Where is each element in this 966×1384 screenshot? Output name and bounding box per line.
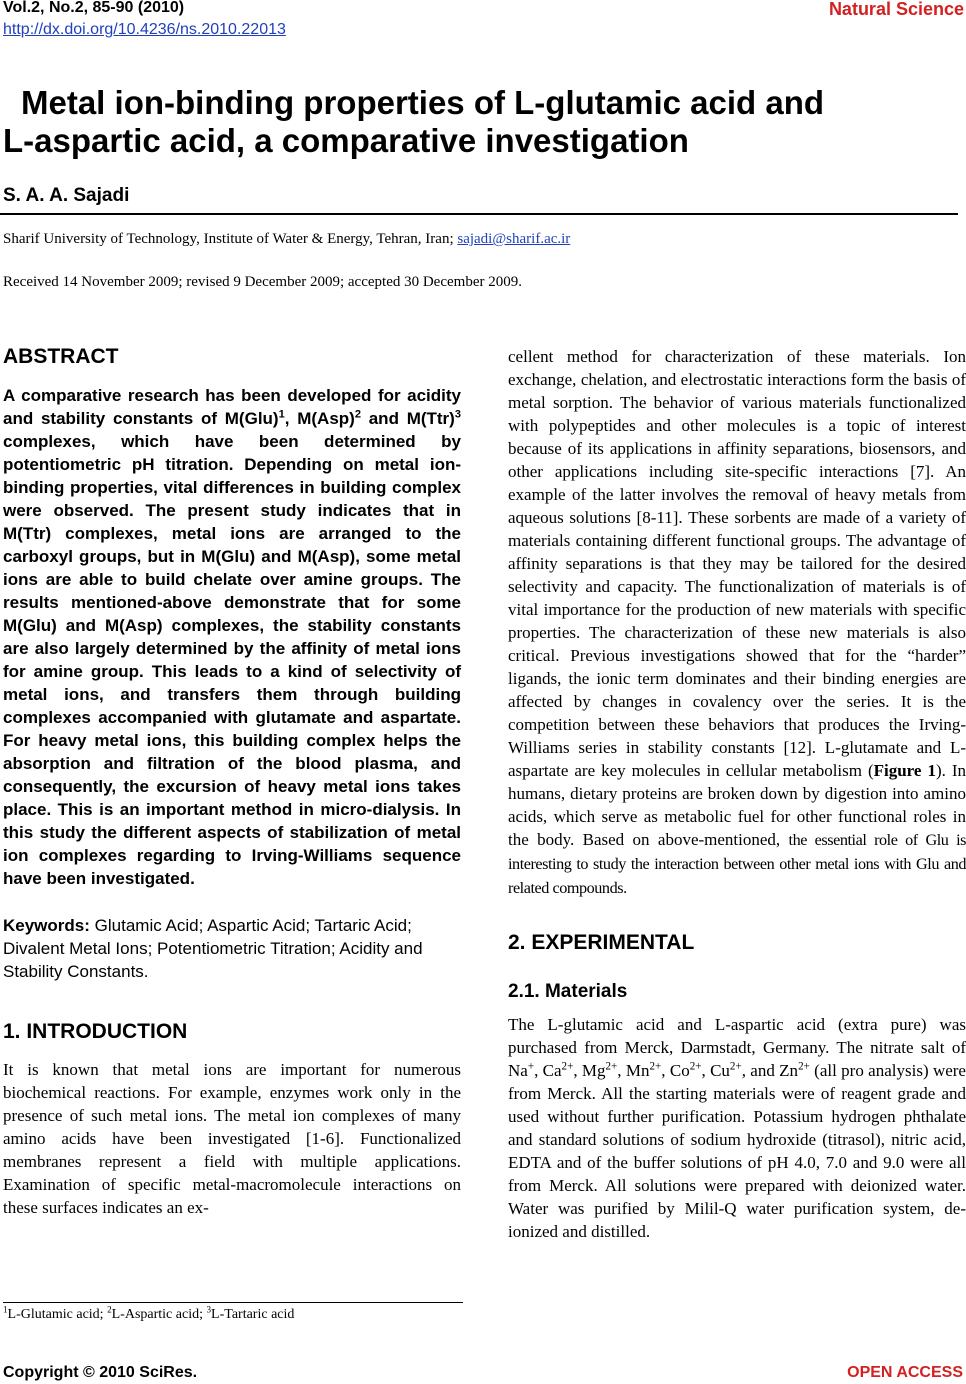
charge-superscript: 2+: [605, 1060, 618, 1073]
materials-text-part: , Mg: [573, 1061, 606, 1080]
footnote-marker: 1: [3, 1304, 8, 1315]
footnote: [3, 1304, 295, 1323]
introduction-text-left: It is known that metal ions are important for numerous biochemical reactions. For example, enzymes work only in the presence of such metal ions. The metal ion complexes of many amino acids have been investigated [1-6]. Functionalized membranes represent a field with multiple applications. Examination of specific metal-macromolecule interactions on these surfaces indicates an ex-: [3, 1060, 461, 1217]
title-line-2: L-aspartic acid, a comparative investigation: [3, 122, 689, 159]
footnote-text: L-Tartaric acid: [211, 1307, 295, 1322]
abstract-text-part: and M(Ttr): [360, 409, 455, 428]
introduction-text-right: [508, 345, 966, 900]
materials-text-part: , Mn: [617, 1061, 650, 1080]
figure-reference[interactable]: Figure 1: [873, 761, 936, 780]
keywords: [3, 914, 461, 983]
abstract-heading: ABSTRACT: [3, 345, 119, 368]
footnote-marker: 2: [107, 1304, 112, 1315]
right-column: [508, 345, 966, 1243]
charge-superscript: +: [527, 1060, 535, 1073]
author-name: S. A. A. Sajadi: [3, 185, 130, 206]
abstract-text: [3, 384, 461, 890]
journal-reference: Vol.2, No.2, 85-90 (2010): [3, 0, 185, 16]
introduction-text-part: the essential role of Glu is interesting to study the interaction between other metal ions with Glu and related compounds.: [508, 831, 966, 897]
footnote-marker: 2: [354, 408, 361, 421]
received-dates: Received 14 November 2009; revised 9 December 2009; accepted 30 December 2009.: [3, 274, 522, 290]
footnote-marker: 3: [206, 1304, 212, 1315]
title-divider: [0, 213, 958, 215]
author-email-link[interactable]: sajadi@sharif.ac.ir: [457, 231, 571, 247]
paper-title: [3, 84, 963, 160]
experimental-heading: 2. EXPERIMENTAL: [508, 931, 695, 954]
charge-superscript: 2+: [689, 1060, 702, 1073]
abstract-text-part: A comparative research has been developed for acidity and stability constants of M(Glu): [3, 386, 461, 428]
journal-name: Natural Science: [828, 0, 964, 19]
materials-text-part: (all pro analysis) were from Merck. All the starting materials were of reagent grade and used without further purification. Potassium hydrogen phthalate and standard solutions of sodium hydroxide (titrasol), nitric acid, EDTA and of the buffer solutions of pH 4.0, 7.0 and 9.0 were all from Merck. All solutions were prepared with deionized water. Water was purified by Milil-Q water purification system, de-ionized and distilled.: [508, 1061, 966, 1241]
doi-link[interactable]: http://dx.doi.org/10.4236/ns.2010.22013: [3, 21, 286, 38]
footnote-text: L-Glutamic acid;: [7, 1307, 108, 1322]
abstract-text-part: , M(Asp): [284, 409, 355, 428]
materials-text-part: , Ca: [534, 1061, 562, 1080]
introduction-heading: 1. INTRODUCTION: [3, 1020, 188, 1043]
left-column: [3, 345, 461, 1219]
keywords-label: Keywords:: [3, 916, 90, 935]
footnote-text: L-Aspartic acid;: [111, 1307, 207, 1322]
charge-superscript: 2+: [561, 1060, 574, 1073]
abstract-text-part: complexes, which have been determined by potentiometric pH titration. Depending on metal ion-binding properties, vital differences in building complex were observed. The present study indicates that in M(Ttr) complexes, metal ions are arranged to the carboxyl groups, but in M(Glu) and M(Asp), some metal ions are able to build chelate over amine groups. The results mentioned-above demonstrate that for some M(Glu) and M(Asp) complexes, the stability constants are also largely determined by the affinity of metal ions for amine group. This leads to a kind of selectivity of metal ions, and transfers them through building complexes accompanied with glutamate and aspartate. For heavy metal ions, this building complex helps the absorption and filtration of the blood plasma, and consequently, the excursion of heavy metal ions takes place. This is an important method in micro-dialysis. In this study the different aspects of stabilization of metal ion complexes regarding to Irving-Williams sequence have been investigated.: [3, 432, 461, 888]
introduction-text-part: cellent method for characterization of these materials. Ion exchange, chelation, and electrostatic interactions form the basis of metal sorption. The behavior of various materials functionalized with polypeptides and other molecules is a topic of interest because of its applications in affinity separations, biosensors, and other applications including site-specific interactions [7]. An example of the latter involves the removal of heavy metals from aqueous solutions [8-11]. These sorbents are made of a variety of materials containing different functional groups. The advantage of affinity separations is that they may be tailored for the desired selectivity and capacity. The functionalization of materials is of vital importance for the production of new materials with specific properties. The characterization of these new materials is also critical. Previous investigations showed that for the “harder” ligands, the ionic term dominates and their binding energies are affected by changes in covalency over the series. It is the competition between these behaviors that produces the Irving-Williams series in stability constants [12]. L-glutamate and L-aspartate are key molecules in cellular metabolism (: [508, 347, 966, 780]
charge-superscript: 2+: [649, 1060, 662, 1073]
footnote-divider: [3, 1302, 463, 1303]
open-access-label: OPEN ACCESS: [847, 1364, 963, 1381]
materials-text-part: , and Zn: [741, 1061, 799, 1080]
materials-text-part: The L-glutamic acid and L-aspartic acid (extra pure) was purchased from Merck, Darmstadt, Germany. The nitrate salt of Na: [508, 1015, 966, 1080]
materials-text-part: , Cu: [701, 1061, 730, 1080]
footnote-marker: 3: [454, 408, 461, 421]
charge-superscript: 2+: [729, 1060, 742, 1073]
copyright-notice: Copyright © 2010 SciRes.: [3, 1364, 198, 1381]
materials-text-part: , Co: [661, 1061, 690, 1080]
affiliation: [3, 231, 570, 248]
title-line-1: Metal ion-binding properties of L-glutamic acid and: [21, 84, 825, 121]
footnote-marker: 1: [278, 408, 285, 421]
materials-heading: 2.1. Materials: [508, 981, 628, 1002]
charge-superscript: 2+: [798, 1060, 810, 1073]
materials-text: [508, 1013, 966, 1243]
introduction-text-part: ). In humans, dietary proteins are broken down by digestion into amino acids, which serve as metabolic fuel for other functional roles in the body. Based on above-mentioned,: [508, 761, 966, 849]
keywords-text: Glutamic Acid; Aspartic Acid; Tartaric Acid; Divalent Metal Ions; Potentiometric Titration; Acidity and Stability Constants.: [3, 916, 423, 981]
affiliation-text: Sharif University of Technology, Institute of Water & Energy, Tehran, Iran;: [3, 231, 458, 247]
